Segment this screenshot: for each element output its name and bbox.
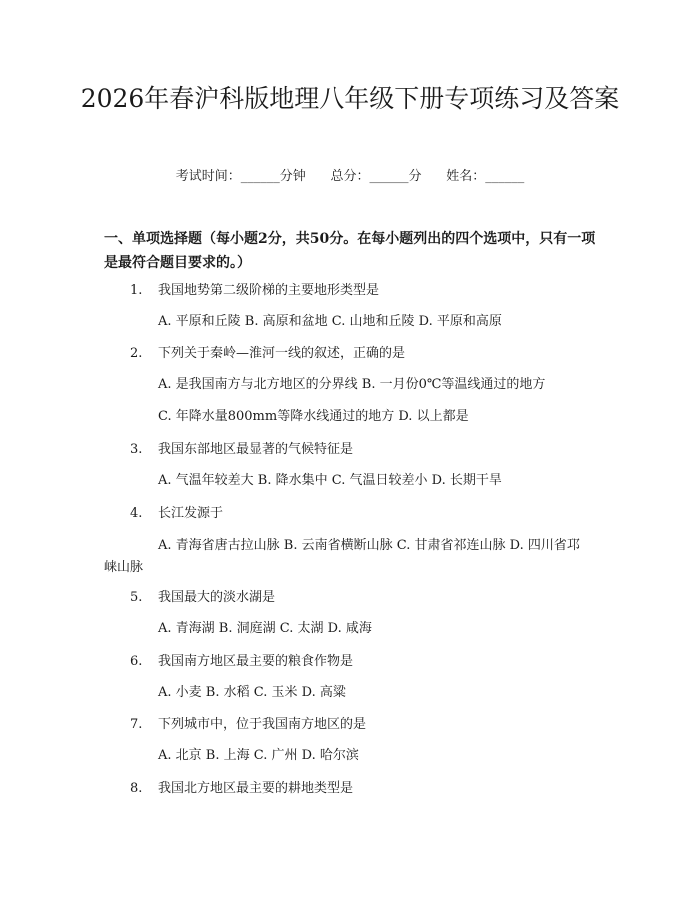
question-2	[130, 345, 405, 363]
question-7-options: A. 北京 B. 上海 C. 广州 D. 哈尔滨	[158, 748, 359, 763]
question-4	[130, 505, 223, 523]
exam-meta-line: 考试时间：______分钟 总分：______分 姓名：______	[175, 169, 525, 184]
question-3	[130, 441, 353, 459]
question-stem: 我国南方地区最主要的粮食作物是	[158, 654, 354, 669]
question-5-options: A. 青海湖 B. 洞庭湖 C. 太湖 D. 咸海	[158, 621, 372, 636]
question-4-options: A. 青海省唐古拉山脉 B. 云南省横断山脉 C. 甘肃省祁连山脉 D. 四川省邛崃山脉	[104, 538, 580, 575]
question-number: 5.	[130, 590, 143, 605]
question-number: 8.	[130, 781, 143, 796]
question-2-options-line-1: A. 是我国南方与北方地区的分界线 B. 一月份0℃等温线通过的地方	[158, 377, 546, 392]
question-1	[130, 282, 379, 300]
question-number: 7.	[130, 717, 143, 732]
section-heading: 一、单项选择题（每小题2分，共50分。在每小题列出的四个选项中，只有一项是最符合题目要求的。）	[104, 231, 596, 271]
question-number: 1.	[130, 283, 143, 298]
question-stem: 长江发源于	[158, 506, 224, 521]
question-stem: 我国北方地区最主要的耕地类型是	[158, 781, 354, 796]
question-number: 3.	[130, 442, 143, 457]
question-6	[130, 653, 353, 671]
question-3-options: A. 气温年较差大 B. 降水集中 C. 气温日较差小 D. 长期干旱	[158, 473, 502, 488]
question-2-options-line-2: C. 年降水量800mm等降水线通过的地方 D. 以上都是	[158, 409, 469, 424]
document-title: 2026年春沪科版地理八年级下册专项练习及答案	[80, 84, 620, 113]
question-stem: 我国最大的淡水湖是	[158, 590, 276, 605]
question-number: 2.	[130, 346, 143, 361]
question-7	[130, 716, 366, 734]
question-stem: 我国地势第二级阶梯的主要地形类型是	[158, 283, 380, 298]
question-stem: 我国东部地区最显著的气候特征是	[158, 442, 354, 457]
question-stem: 下列城市中，位于我国南方地区的是	[158, 717, 367, 732]
question-stem: 下列关于秦岭—淮河一线的叙述，正确的是	[158, 346, 406, 361]
question-number: 4.	[130, 506, 143, 521]
question-8	[130, 780, 353, 798]
question-1-options: A. 平原和丘陵 B. 高原和盆地 C. 山地和丘陵 D. 平原和高原	[158, 314, 502, 329]
question-6-options: A. 小麦 B. 水稻 C. 玉米 D. 高粱	[158, 685, 346, 700]
question-5	[130, 589, 275, 607]
question-number: 6.	[130, 654, 143, 669]
